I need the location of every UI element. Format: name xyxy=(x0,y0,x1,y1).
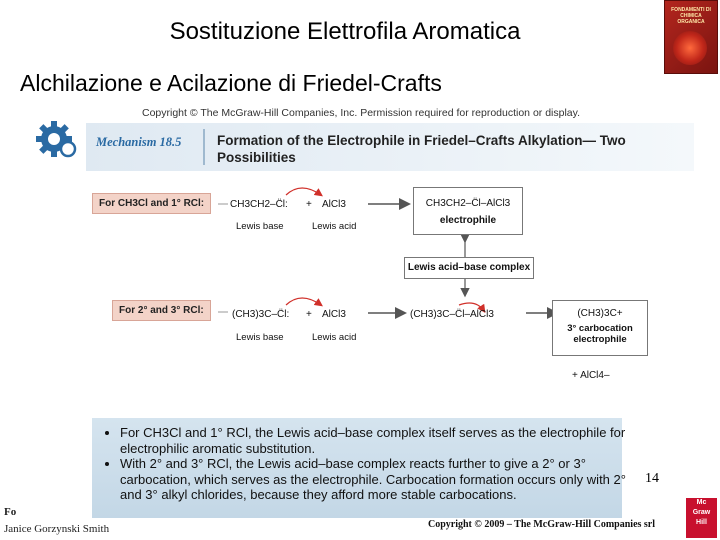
slide-title: Sostituzione Elettrofila Aromatica xyxy=(169,18,521,45)
gear-icon xyxy=(34,119,84,163)
flower-icon xyxy=(673,31,707,65)
notes-panel xyxy=(92,418,626,518)
row1-lewis-acid: Lewis acid xyxy=(312,221,357,232)
slide-subtitle: Alchilazione e Acilazione di Friedel-Crafts xyxy=(20,70,442,96)
footer-author: Janice Gorzynski Smith xyxy=(4,523,110,535)
footer-left-line1: Fo xyxy=(4,506,17,518)
row2-carbocation-box xyxy=(552,300,648,356)
row1-product-box xyxy=(413,187,523,235)
row1-product: CH3CH2–C̈l–AlCl3 xyxy=(425,198,511,209)
row1-lewis-base: Lewis base xyxy=(236,221,284,232)
row2-carbocation: (CH3)3C+ xyxy=(577,308,623,319)
row2-lewis-acid: Lewis acid xyxy=(312,332,357,343)
mcgraw-hill-logo xyxy=(686,498,717,538)
mechanism-figure xyxy=(86,123,694,401)
row2-byproduct: + AlCl4– xyxy=(572,370,610,381)
page-number: 14 xyxy=(645,471,659,486)
logo-line: Hill xyxy=(696,519,707,526)
row1-plus: + xyxy=(306,199,312,210)
row2-carbocation-label-1: 3° carbocation xyxy=(567,323,633,334)
row2-reactant: (CH3)3C–C̈l: xyxy=(232,309,290,320)
logo-line: Mc xyxy=(696,499,707,506)
row2-tag: For 2° and 3° RCl: xyxy=(112,300,211,321)
row1-reactant: CH3CH2–C̈l: xyxy=(230,199,288,210)
complex-label: Lewis acid–base complex xyxy=(404,257,534,279)
row2-product: (CH3)3C–C̈l–AlCl3 xyxy=(410,309,494,320)
logo-line: Graw xyxy=(692,509,711,516)
row1-tag: For CH3Cl and 1° RCl: xyxy=(92,193,211,214)
row2-reagent: AlCl3 xyxy=(322,309,346,320)
note-item: • For CH3Cl and 1° RCl, the Lewis acid–base complex itself serves as the electrophile for electrophilic aromatic substitution. xyxy=(120,425,630,456)
row1-electrophile-label: electrophile xyxy=(439,215,497,226)
copyright-notice: Copyright © The McGraw-Hill Companies, Inc. Permission required for reproduction or display. xyxy=(142,107,581,119)
row2-lewis-base: Lewis base xyxy=(236,332,284,343)
mechanism-title: Formation of the Electrophile in Friedel–Crafts Alkylation— Two Possibilities xyxy=(217,133,626,165)
note-item: • With 2° and 3° RCl, the Lewis acid–base complex reacts further to give a 2° or 3° carbocation, which serves as the electrophile. Carbocation formation occurs only with 2° and 3° alkyl chlorides, because they afford more stable carbocations. xyxy=(120,456,630,503)
reaction-arrows xyxy=(86,123,694,401)
notes-list xyxy=(108,425,630,503)
row1-reagent: AlCl3 xyxy=(322,199,346,210)
mechanism-label: Mechanism 18.5 xyxy=(96,135,182,149)
book-cover-text: FONDAMENTI DI CHIMICA ORGANICA xyxy=(671,7,711,25)
row2-plus: + xyxy=(306,309,312,320)
book-cover-image xyxy=(664,0,718,74)
row2-carbocation-label-2: electrophile xyxy=(573,334,627,345)
footer-copyright: Copyright © 2009 – The McGraw-Hill Companies srl xyxy=(428,519,656,530)
